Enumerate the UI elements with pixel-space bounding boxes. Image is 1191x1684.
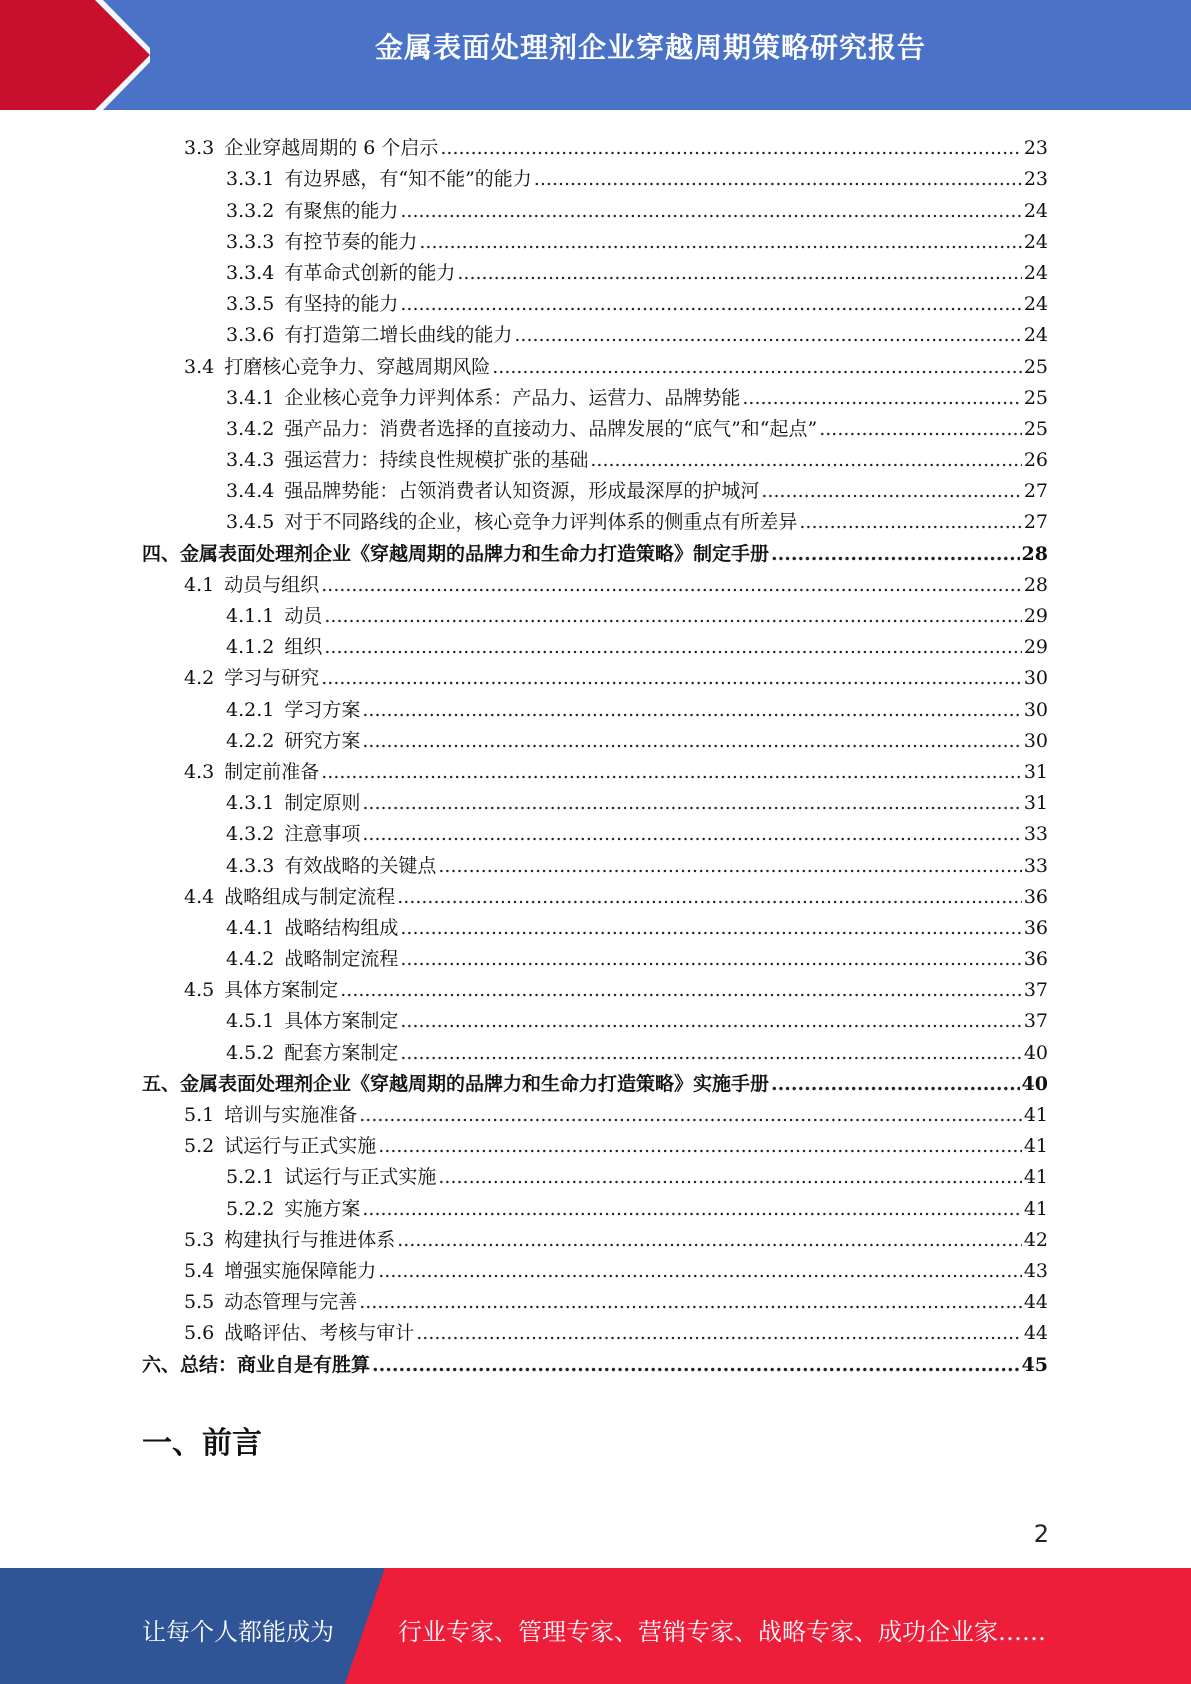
toc-entry-title: 打磨核心竞争力、穿越周期风险: [224, 355, 491, 378]
toc-leader-dots: [457, 262, 1021, 284]
toc-leader-dots: [321, 667, 1022, 689]
toc-entry[interactable]: [142, 970, 1048, 1001]
toc-leader-dots: [362, 823, 1021, 845]
toc-entry-title: 六、总结：商业自是有胜算: [142, 1353, 371, 1376]
toc-entry-page: 27: [1023, 511, 1048, 534]
toc-entry-number: 3.3.1: [226, 168, 275, 191]
toc-leader-dots: [362, 1198, 1021, 1220]
toc-entry-number: 4.4: [184, 885, 215, 908]
toc-leader-dots: [378, 1135, 1022, 1157]
toc-entry-page: 24: [1023, 261, 1048, 284]
toc-entry-title: 动员与组织: [224, 573, 320, 596]
toc-entry-number: 3.4: [184, 355, 215, 378]
toc-entry-title: 培训与实施准备: [224, 1104, 358, 1126]
toc-entry[interactable]: [142, 533, 1048, 564]
toc-entry-title: 试运行与正式实施: [284, 1166, 437, 1189]
toc-entry-number: 4.1.2: [226, 636, 275, 659]
toc-entry-number: 5.2.2: [226, 1197, 275, 1220]
toc-leader-dots: [321, 761, 1022, 783]
section-heading: 一、前言: [142, 1426, 262, 1461]
toc-leader-dots: [400, 293, 1021, 315]
toc-entry[interactable]: [142, 627, 1048, 658]
toc-leader-dots: [372, 1354, 1020, 1376]
toc-leader-dots: [761, 480, 1021, 502]
toc-leader-dots: [534, 168, 1022, 190]
toc-entry[interactable]: [142, 1157, 1048, 1188]
toc-entry-page: 40: [1023, 1041, 1048, 1064]
toc-entry[interactable]: [142, 939, 1048, 970]
toc-entry[interactable]: [142, 253, 1048, 284]
toc-entry[interactable]: [142, 1251, 1048, 1282]
toc-entry-page: 24: [1023, 230, 1048, 253]
toc-entry[interactable]: [142, 721, 1048, 752]
toc-entry-page: 40: [1021, 1072, 1048, 1095]
toc-entry[interactable]: [142, 1344, 1048, 1375]
toc-entry-page: 41: [1023, 1104, 1048, 1126]
toc-entry-number: 3.3.2: [226, 199, 275, 222]
toc-leader-dots: [419, 231, 1021, 253]
toc-entry-number: 3.4.2: [226, 417, 275, 440]
toc-leader-dots: [397, 886, 1022, 908]
toc-entry-page: 42: [1023, 1228, 1048, 1251]
toc-entry-page: 27: [1023, 480, 1048, 503]
toc-entry-page: 37: [1023, 1010, 1048, 1033]
toc-entry-title: 实施方案: [284, 1197, 361, 1220]
toc-entry-number: 3.4.3: [226, 449, 275, 472]
toc-entry-page: 43: [1023, 1259, 1048, 1282]
toc-entry-title: 有革命式创新的能力: [284, 261, 456, 284]
toc-entry[interactable]: [142, 1313, 1048, 1344]
toc-entry-number: 4.2.2: [226, 729, 275, 752]
toc-leader-dots: [378, 1260, 1022, 1282]
toc-entry-number: 3.3.5: [226, 293, 275, 316]
toc-entry-number: 4.2: [184, 667, 215, 690]
toc-entry[interactable]: [142, 596, 1048, 627]
toc-entry-page: 33: [1023, 854, 1048, 877]
toc-leader-dots: [400, 917, 1021, 939]
toc-entry-title: 构建执行与推进体系: [224, 1228, 396, 1251]
toc-entry-title: 战略结构组成: [284, 916, 399, 939]
toc-entry[interactable]: [142, 1095, 1048, 1126]
toc-entry-number: 5.4: [184, 1259, 215, 1282]
toc-leader-dots: [438, 1166, 1021, 1188]
toc-entry-title: 动态管理与完善: [224, 1291, 358, 1314]
toc-entry-title: 学习与研究: [224, 667, 320, 690]
toc-entry-page: 30: [1023, 698, 1048, 721]
toc-entry-number: 4.5.2: [226, 1041, 275, 1064]
toc-entry[interactable]: [142, 877, 1048, 908]
toc-entry-number: 4.1.1: [226, 605, 275, 627]
toc-entry-title: 动员: [284, 605, 323, 627]
toc-entry-title: 具体方案制定: [284, 1010, 399, 1033]
toc-entry[interactable]: [142, 1188, 1048, 1219]
toc-leader-dots: [397, 1229, 1022, 1251]
toc-entry-page: 25: [1023, 386, 1048, 409]
toc-entry-page: 26: [1023, 449, 1048, 472]
toc-entry-title: 组织: [284, 636, 323, 659]
toc-entry-page: 31: [1023, 792, 1048, 815]
toc-entry-page: 24: [1023, 293, 1048, 316]
toc-leader-dots: [359, 1104, 1022, 1126]
toc-entry-number: 5.2.1: [226, 1166, 275, 1189]
page-header: [0, 0, 1191, 110]
toc-leader-dots: [400, 1042, 1021, 1064]
toc-entry[interactable]: [142, 1282, 1048, 1313]
toc-entry-page: 30: [1023, 667, 1048, 690]
toc-entry[interactable]: [142, 689, 1048, 720]
toc-entry[interactable]: [142, 752, 1048, 783]
toc-leader-dots: [400, 200, 1021, 222]
toc-entry[interactable]: [142, 565, 1048, 596]
toc-entry[interactable]: [142, 908, 1048, 939]
toc-leader-dots: [771, 1073, 1020, 1095]
toc-leader-dots: [400, 1010, 1021, 1032]
toc-entry[interactable]: [142, 222, 1048, 253]
toc-entry-page: 30: [1023, 729, 1048, 752]
toc-leader-dots: [321, 574, 1022, 596]
toc-leader-dots: [340, 979, 1022, 1001]
toc-entry[interactable]: [142, 409, 1048, 440]
toc-entry-title: 试运行与正式实施: [224, 1135, 377, 1158]
toc-entry-title: 强品牌势能：占领消费者认知资源，形成最深厚的护城河: [284, 480, 760, 503]
toc-entry[interactable]: [142, 1126, 1048, 1157]
toc-leader-dots: [514, 324, 1021, 346]
toc-leader-dots: [400, 948, 1021, 970]
toc-entry-title: 研究方案: [284, 729, 361, 752]
toc-entry-page: 23: [1023, 168, 1048, 191]
toc-entry-title: 对于不同路线的企业，核心竞争力评判体系的侧重点有所差异: [284, 511, 798, 534]
toc-entry[interactable]: [142, 783, 1048, 814]
toc-entry[interactable]: [142, 190, 1048, 221]
toc-entry-page: 31: [1023, 760, 1048, 783]
toc-entry-page: 24: [1023, 324, 1048, 347]
toc-leader-dots: [324, 605, 1021, 627]
toc-leader-dots: [771, 543, 1020, 565]
table-of-contents: [142, 128, 1048, 1376]
toc-entry-page: 23: [1023, 137, 1048, 160]
toc-entry-title: 五、金属表面处理剂企业《穿越周期的品牌力和生命力打造策略》实施手册: [142, 1072, 770, 1095]
page-footer: [0, 1568, 1191, 1684]
toc-entry-number: 4.3.1: [226, 792, 275, 815]
toc-entry-number: 3.4.1: [226, 386, 275, 409]
toc-entry[interactable]: [142, 845, 1048, 876]
toc-entry-title: 有控节奏的能力: [284, 230, 418, 253]
toc-entry-page: 33: [1023, 823, 1048, 846]
toc-entry-number: 4.5: [184, 979, 215, 1002]
toc-entry[interactable]: [142, 378, 1048, 409]
toc-entry-title: 战略组成与制定流程: [224, 885, 396, 908]
toc-entry-title: 有打造第二增长曲线的能力: [284, 324, 513, 347]
toc-leader-dots: [362, 730, 1021, 752]
toc-entry-page: 36: [1023, 916, 1048, 939]
toc-entry[interactable]: [142, 502, 1048, 533]
toc-entry-number: 3.4.4: [226, 480, 275, 503]
toc-entry[interactable]: [142, 284, 1048, 315]
toc-leader-dots: [362, 792, 1021, 814]
toc-entry-page: 37: [1023, 979, 1048, 1002]
toc-leader-dots: [416, 1322, 1022, 1344]
toc-entry-title: 有坚持的能力: [284, 293, 399, 316]
toc-entry-page: 36: [1023, 948, 1048, 971]
toc-entry-page: 29: [1023, 605, 1048, 627]
toc-entry-page: 41: [1023, 1166, 1048, 1189]
toc-entry-number: 3.3: [184, 137, 215, 160]
toc-entry-title: 四、金属表面处理剂企业《穿越周期的品牌力和生命力打造策略》制定手册: [142, 542, 770, 565]
toc-entry[interactable]: [142, 1064, 1048, 1095]
toc-entry[interactable]: [142, 315, 1048, 346]
toc-entry-number: 5.6: [184, 1322, 215, 1345]
toc-entry[interactable]: [142, 346, 1048, 377]
toc-leader-dots: [359, 1291, 1022, 1313]
toc-leader-dots: [362, 699, 1021, 721]
report-title: 金属表面处理剂企业穿越周期策略研究报告: [374, 31, 926, 64]
footer-slogan-left: 让每个人都能成为: [142, 1618, 334, 1646]
toc-leader-dots: [492, 356, 1022, 378]
toc-entry-title: 具体方案制定: [224, 979, 339, 1002]
toc-entry-title: 有效战略的关键点: [284, 854, 437, 877]
toc-entry-title: 制定原则: [284, 792, 361, 815]
toc-entry-title: 学习方案: [284, 698, 361, 721]
toc-entry-page: 28: [1023, 573, 1048, 596]
toc-entry-number: 4.5.1: [226, 1010, 275, 1033]
toc-entry-number: 4.4.2: [226, 948, 275, 971]
toc-entry-page: 44: [1023, 1322, 1048, 1345]
toc-entry-title: 增强实施保障能力: [224, 1259, 377, 1282]
toc-entry-title: 企业核心竞争力评判体系：产品力、运营力、品牌势能: [284, 386, 741, 409]
toc-leader-dots: [440, 137, 1021, 159]
toc-entry[interactable]: [142, 471, 1048, 502]
toc-entry-page: 44: [1023, 1291, 1048, 1314]
toc-entry-number: 4.1: [184, 573, 215, 596]
toc-entry-number: 4.4.1: [226, 916, 275, 939]
toc-entry[interactable]: [142, 1001, 1048, 1032]
toc-entry-number: 3.3.6: [226, 324, 275, 347]
page-number: 2: [1033, 1520, 1049, 1548]
toc-entry-page: 25: [1023, 417, 1048, 440]
toc-entry-number: 4.3.3: [226, 854, 275, 877]
toc-entry-page: 41: [1023, 1197, 1048, 1220]
toc-entry-title: 强产品力：消费者选择的直接动力、品牌发展的“底气”和“起点”: [284, 417, 818, 440]
toc-entry-page: 29: [1023, 636, 1048, 659]
toc-leader-dots: [799, 511, 1021, 533]
toc-entry-number: 3.3.4: [226, 261, 275, 284]
toc-entry-page: 25: [1023, 355, 1048, 378]
toc-entry-title: 配套方案制定: [284, 1041, 399, 1064]
toc-entry-title: 战略评估、考核与审计: [224, 1322, 415, 1345]
toc-entry-page: 41: [1023, 1135, 1048, 1158]
toc-entry-page: 45: [1021, 1353, 1048, 1376]
toc-entry-number: 4.3.2: [226, 823, 275, 846]
toc-entry-title: 有边界感，有“知不能”的能力: [284, 168, 532, 191]
toc-entry-page: 24: [1023, 199, 1048, 222]
toc-entry-title: 强运营力：持续良性规模扩张的基础: [284, 449, 589, 472]
toc-entry-number: 3.3.3: [226, 230, 275, 253]
toc-entry[interactable]: [142, 1220, 1048, 1251]
toc-entry-number: 5.2: [184, 1135, 215, 1158]
toc-leader-dots: [819, 418, 1022, 440]
toc-entry[interactable]: [142, 159, 1048, 190]
toc-entry-page: 36: [1023, 885, 1048, 908]
toc-entry-title: 企业穿越周期的 6 个启示: [224, 137, 439, 160]
toc-entry-title: 注意事项: [284, 823, 361, 846]
toc-entry-number: 3.4.5: [226, 511, 275, 534]
toc-entry-title: 有聚焦的能力: [284, 199, 399, 222]
toc-entry-number: 5.3: [184, 1228, 215, 1251]
toc-entry-number: 4.3: [184, 760, 215, 783]
toc-entry-number: 5.1: [184, 1104, 215, 1126]
toc-entry-page: 28: [1021, 542, 1048, 565]
toc-entry[interactable]: [142, 814, 1048, 845]
toc-leader-dots: [742, 387, 1021, 409]
toc-entry-title: 战略制定流程: [284, 948, 399, 971]
toc-entry-title: 制定前准备: [224, 760, 320, 783]
toc-leader-dots: [590, 449, 1021, 471]
toc-entry[interactable]: [142, 128, 1048, 159]
toc-entry-number: 4.2.1: [226, 698, 275, 721]
toc-entry[interactable]: [142, 658, 1048, 689]
toc-entry-number: 5.5: [184, 1291, 215, 1314]
toc-leader-dots: [324, 636, 1021, 658]
toc-entry[interactable]: [142, 440, 1048, 471]
footer-slogan-right: 行业专家、管理专家、营销专家、战略专家、成功企业家……: [398, 1618, 1046, 1646]
toc-leader-dots: [438, 855, 1021, 877]
toc-entry[interactable]: [142, 1032, 1048, 1063]
